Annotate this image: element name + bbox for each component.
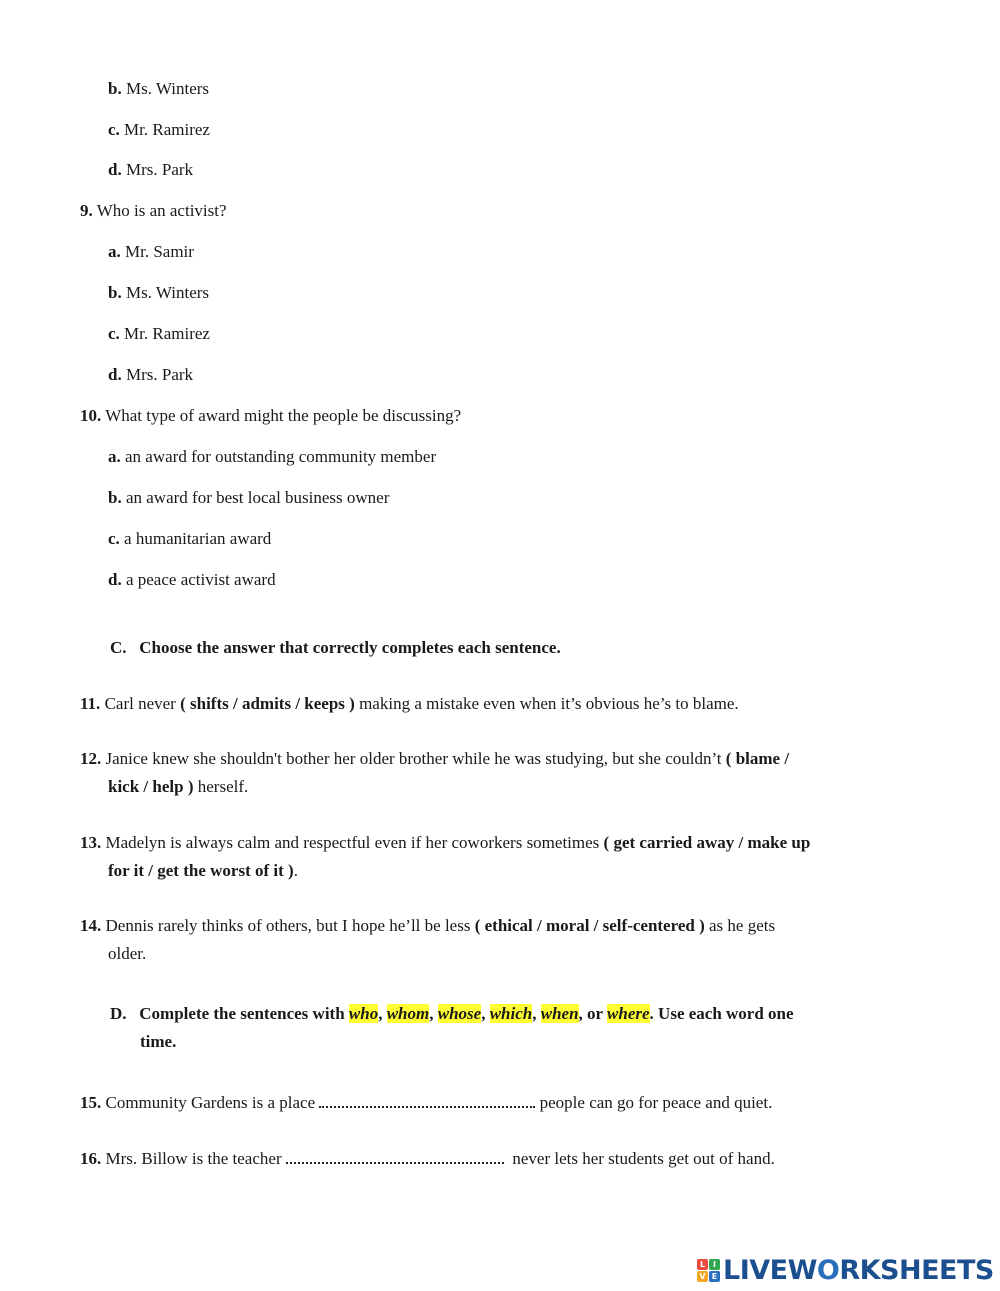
- list-item: a. an award for outstanding community member: [108, 447, 437, 466]
- word-bank-item: whom: [386, 1004, 430, 1023]
- question-12: 12. Janice knew she shouldn't bother her older brother while he was studying, but she couldn’t ( blame /: [80, 749, 790, 768]
- section-d-heading-continued: time.: [140, 1032, 177, 1051]
- word-bank-item: which: [489, 1004, 533, 1023]
- question-11: 11. Carl never ( shifts / admits / keeps ) making a mistake even when it’s obvious he’s to blame.: [80, 694, 739, 713]
- question-14: 14. Dennis rarely thinks of others, but I hope he’ll be less ( ethical / moral / self-centered ) as he gets: [80, 916, 776, 935]
- list-item: c. Mr. Ramirez: [108, 120, 210, 139]
- logo-block: E: [709, 1271, 720, 1282]
- question-9: 9. Who is an activist?: [80, 201, 227, 220]
- list-item: b. Ms. Winters: [108, 283, 210, 302]
- question-13: 13. Madelyn is always calm and respectful even if her coworkers sometimes ( get carried away / make up: [80, 833, 811, 852]
- list-item: d. Mrs. Park: [108, 160, 194, 179]
- answer-blank[interactable]: [286, 1150, 504, 1164]
- answer-choices[interactable]: kick / help ): [108, 777, 194, 796]
- answer-blank[interactable]: [319, 1094, 535, 1108]
- list-item: c. Mr. Ramirez: [108, 324, 210, 343]
- list-item: c. a humanitarian award: [108, 529, 272, 548]
- word-bank-item: when: [540, 1004, 579, 1023]
- list-item: d. a peace activist award: [108, 570, 276, 589]
- answer-choices[interactable]: ( shifts / admits / keeps ): [180, 694, 355, 713]
- logo-block: L: [697, 1259, 708, 1270]
- liveworksheets-logo: [697, 1254, 994, 1286]
- list-item: a. Mr. Samir: [108, 242, 194, 261]
- answer-choices[interactable]: ( get carried away / make up: [603, 833, 811, 852]
- answer-choices[interactable]: ( ethical / moral / self-centered ): [474, 916, 705, 935]
- question-10: 10. What type of award might the people be discussing?: [80, 406, 462, 425]
- logo-block: V: [697, 1271, 708, 1282]
- list-item: b. an award for best local business owner: [108, 488, 390, 507]
- section-c-heading: C. Choose the answer that correctly completes each sentence.: [110, 638, 561, 657]
- list-item: b. Ms. Winters: [108, 79, 210, 98]
- question-15: 15. Community Gardens is a place people can go for peace and quiet.: [80, 1093, 773, 1112]
- question-12-continued: kick / help ) herself.: [108, 777, 249, 796]
- logo-mark-icon: [697, 1259, 720, 1282]
- logo-block: I: [709, 1259, 720, 1270]
- question-14-continued: older.: [108, 944, 147, 963]
- question-13-continued: for it / get the worst of it ).: [108, 861, 298, 880]
- answer-choices[interactable]: ( blame /: [725, 749, 790, 768]
- word-bank-item: who: [348, 1004, 379, 1023]
- list-item: d. Mrs. Park: [108, 365, 194, 384]
- word-bank-item: where: [607, 1004, 650, 1023]
- question-16: 16. Mrs. Billow is the teacher never lets her students get out of hand.: [80, 1149, 775, 1168]
- logo-text: LIVEWORKSHEETS: [723, 1254, 994, 1286]
- section-d-heading: D. Complete the sentences with who, whom, whose, which, when, or where. Use each word one: [110, 1004, 794, 1023]
- word-bank-item: whose: [437, 1004, 482, 1023]
- answer-choices[interactable]: for it / get the worst of it ): [108, 861, 294, 880]
